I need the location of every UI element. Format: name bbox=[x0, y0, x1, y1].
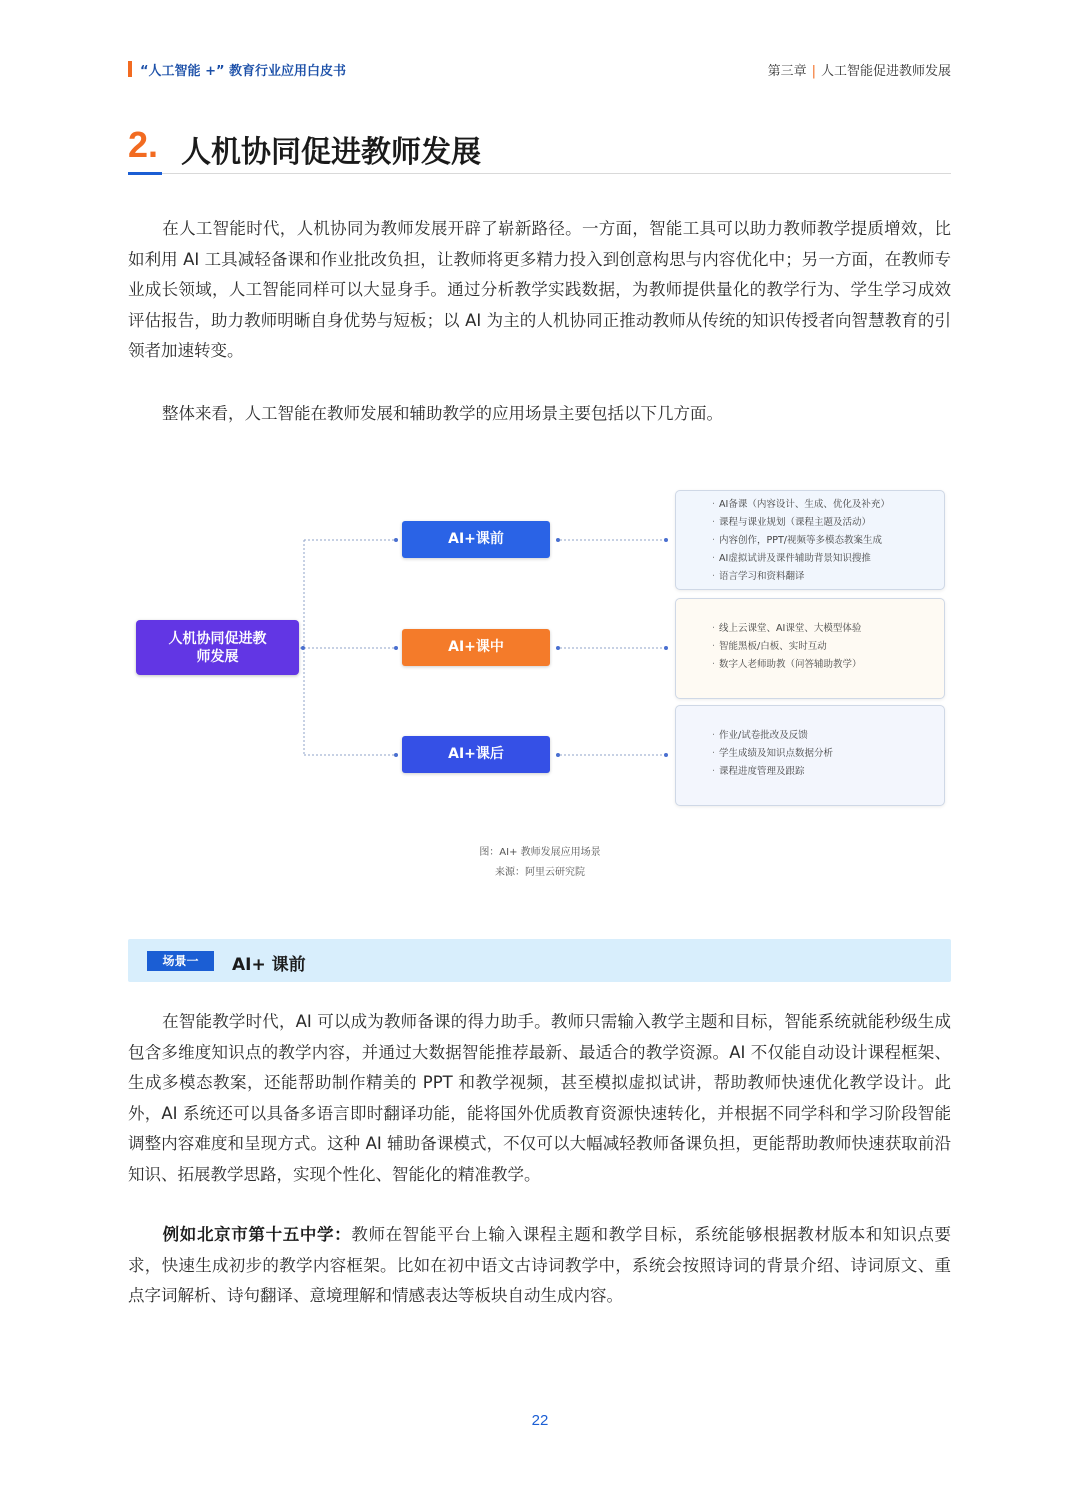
diagram-detail-post-class bbox=[675, 705, 945, 806]
diagram-detail-in-class bbox=[675, 598, 945, 699]
intro-paragraph-text: 在人工智能时代，人机协同为教师发展开辟了崭新路径。一方面，智能工具可以助力教师教学提质增效，比如利用 AI 工具减轻备课和作业批改负担，让教师将更多精力投入到创意构思与内容优化中；另一方面，在教师专业成长领域，人工智能同样可以大显身手。通过分析教学实践数据，为教师提供量化的教学行为、学生学习成效评估报告，助力教师明晰自身优势与短板；以 AI 为主的人机协同正推动教师从传统的知识传授者向智慧教育的引领者加速转变。 bbox=[128, 219, 951, 360]
scene-tag: 场景一 bbox=[147, 951, 214, 971]
connector-dot bbox=[301, 646, 305, 650]
section-number: 2. bbox=[128, 124, 159, 165]
detail-item: · 线上云课堂、AI课堂、大模型体验 bbox=[720, 620, 944, 638]
connector-dot bbox=[394, 753, 398, 757]
connector-dot bbox=[556, 753, 560, 757]
section-title: 人机协同促进教师发展 bbox=[181, 135, 481, 170]
detail-item: · 学生成绩及知识点数据分析 bbox=[720, 745, 944, 763]
example-paragraph bbox=[128, 1220, 951, 1312]
page-number: 22 bbox=[531, 1412, 549, 1429]
example-body: 教师在智能平台上输入课程主题和教学目标，系统能够根据教材版本和知识点要求，快速生成初步的教学内容框架。比如在初中语文古诗词教学中，系统会按照诗词的背景介绍、诗词原文、重点字词解析、诗句翻译、意境理解和情感表达等板块自动生成内容。 bbox=[128, 1225, 952, 1305]
figure-source: 来源：阿里云研究院 bbox=[495, 867, 585, 878]
detail-item: · 课程进度管理及跟踪 bbox=[720, 763, 944, 781]
diagram-root-node bbox=[136, 620, 299, 675]
scene-paragraph bbox=[128, 1007, 951, 1190]
diagram-stage-post-class: AI+课后 bbox=[402, 736, 550, 773]
detail-item: · 数字人老师助教（问答辅助教学） bbox=[720, 656, 944, 674]
connector-dot bbox=[664, 538, 668, 542]
connector-dot bbox=[394, 646, 398, 650]
detail-item: · 作业/试卷批改及反馈 bbox=[720, 727, 944, 745]
detail-item: · 课程与课业规划（课程主题及活动） bbox=[720, 514, 944, 532]
diagram-detail-pre-class bbox=[675, 490, 945, 590]
example-lead: 例如北京市第十五中学： bbox=[162, 1225, 352, 1244]
connector-dot bbox=[556, 646, 560, 650]
figure-caption: 图：AI+ 教师发展应用场景 bbox=[479, 847, 601, 858]
header-chapter-number: 第三章 bbox=[767, 64, 807, 79]
connector-dot bbox=[394, 538, 398, 542]
connector-dot bbox=[664, 646, 668, 650]
diagram-stage-in-class: AI+课中 bbox=[402, 629, 550, 666]
diagram-stage-pre-class: AI+课前 bbox=[402, 521, 550, 558]
detail-item: · AI虚拟试讲及课件辅助背景知识搜推 bbox=[720, 550, 944, 568]
diagram-root-label: 人机协同促进教师发展 bbox=[168, 630, 267, 665]
header-separator: | bbox=[811, 64, 816, 79]
detail-item: · 内容创作，PPT/视频等多模态教案生成 bbox=[720, 532, 944, 550]
scene-paragraph-text: 在智能教学时代，AI 可以成为教师备课的得力助手。教师只需输入教学主题和目标，智能系统就能秒级生成包含多维度知识点的教学内容，并通过大数据智能推荐最新、最适合的教学资源。AI 不仅能自动设计课程框架、生成多模态教案，还能帮助制作精美的 PPT 和教学视频，甚至模拟虚拟试讲，帮助教师快速优化教学设计。此外，AI 系统还可以具备多语言即时翻译功能，能将国外优质教育资源快速转化，并根据不同学科和学习阶段智能调整内容难度和呈现方式。这种 AI 辅助备课模式，不仅可以大幅减轻教师备课负担，更能帮助教师快速获取前沿知识、拓展教学思路，实现个性化、智能化的精准教学。 bbox=[128, 1012, 951, 1184]
header-doc-title: “人工智能 +” 教育行业应用白皮书 bbox=[140, 64, 347, 79]
header-chapter-title: 人工智能促进教师发展 bbox=[820, 64, 951, 79]
detail-item: · AI备课（内容设计、生成、优化及补充） bbox=[720, 496, 944, 514]
detail-item: · 智能黑板/白板、实时互动 bbox=[720, 638, 944, 656]
intro-summary: 整体来看，人工智能在教师发展和辅助教学的应用场景主要包括以下几方面。 bbox=[162, 404, 723, 423]
connector-dot bbox=[556, 538, 560, 542]
detail-item: · 语言学习和资料翻译 bbox=[720, 568, 944, 586]
connector-dot bbox=[664, 753, 668, 757]
scene-title: AI+ 课前 bbox=[232, 955, 306, 975]
